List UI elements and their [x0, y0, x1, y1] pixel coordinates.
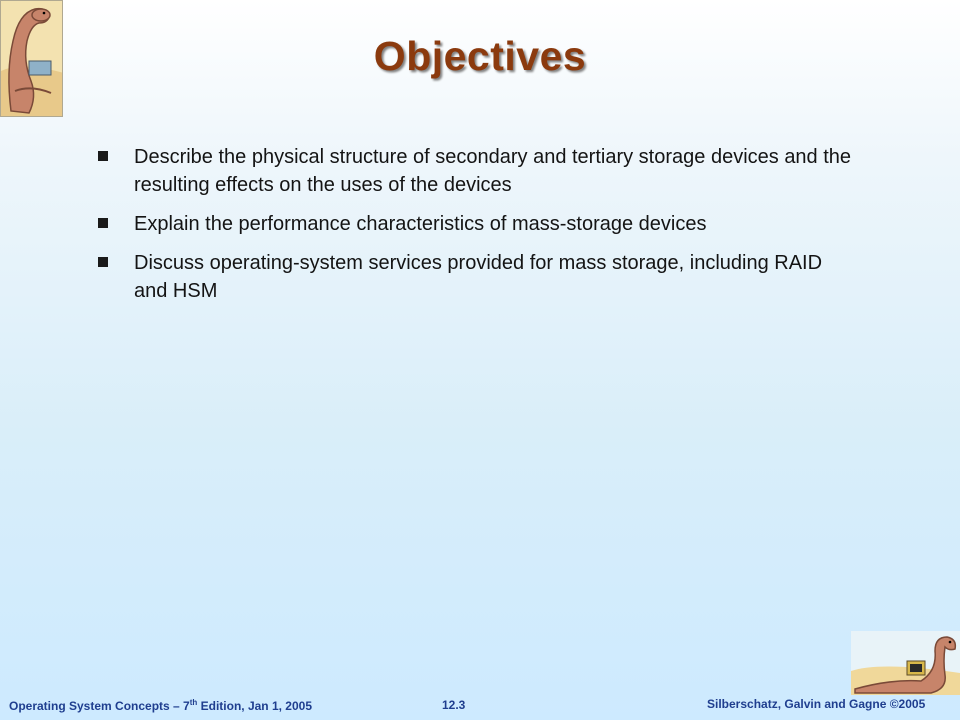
list-item [98, 249, 858, 305]
bullet-text: Explain the performance characteristics of mass-storage devices [134, 213, 707, 235]
bullet-square-icon [98, 151, 108, 161]
footer-authors: Silberschatz, Galvin and Gagne ©2005 [707, 697, 926, 711]
bullet-text: Discuss operating-system services provided for mass storage, including RAID and HSM [134, 252, 823, 302]
slide-title: Objectives [373, 33, 587, 79]
objectives-list [98, 143, 858, 316]
bullet-square-icon [98, 257, 108, 267]
list-item [98, 210, 858, 238]
bullet-text: Describe the physical structure of secondary and tertiary storage devices and the resulting effects on the uses of the devices [134, 146, 852, 196]
bullet-square-icon [98, 218, 108, 228]
dinosaur-logo-bottom-right [851, 631, 960, 695]
footer-course-title: Operating System Concepts – 7th Edition, Jan 1, 2005 [9, 698, 313, 713]
footer-page-number: 12.3 [442, 698, 466, 712]
list-item [98, 143, 858, 199]
